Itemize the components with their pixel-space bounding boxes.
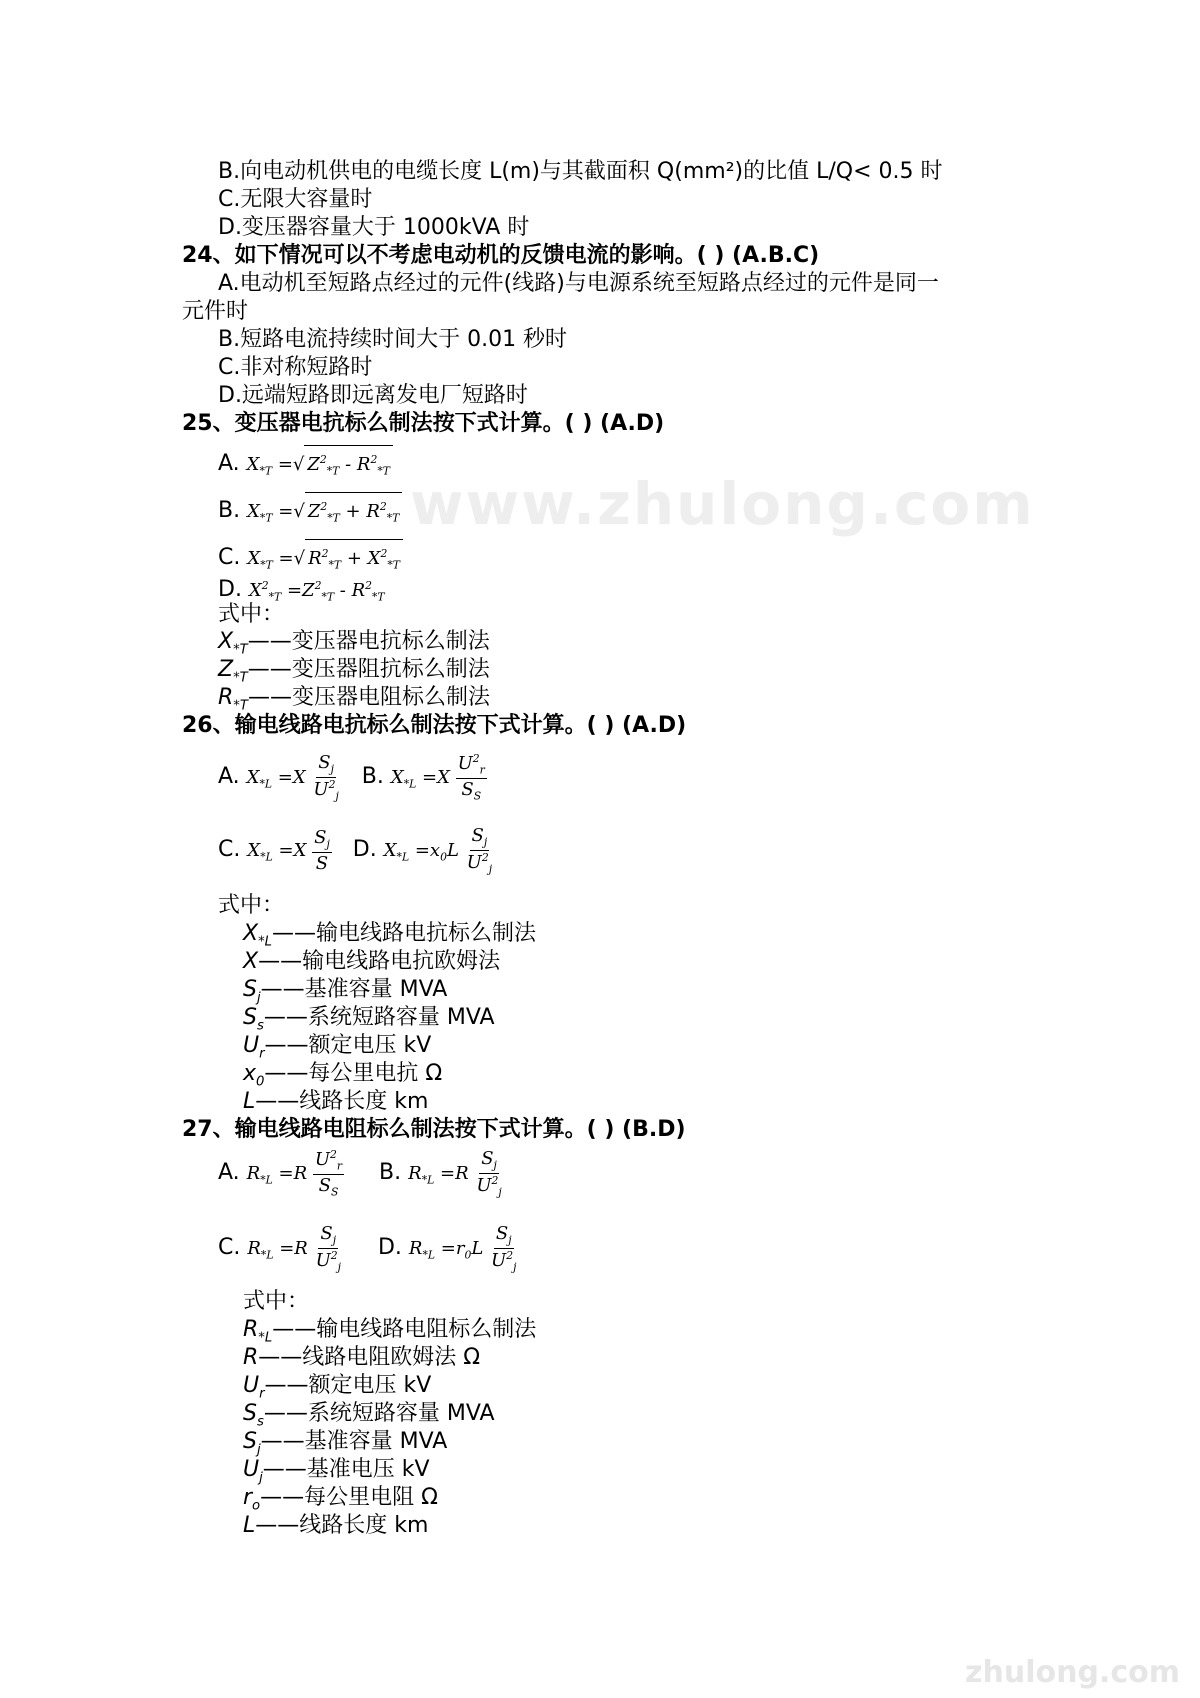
q25-where: 式中： (218, 602, 285, 627)
q26-def-x: X——输电线路电抗欧姆法 (243, 949, 501, 974)
q26-def-l: L——线路长度 km (243, 1089, 429, 1114)
footer-watermark: zhulong.com (965, 1655, 1180, 1690)
q27-def-ss: $S_s——$系统短路容量 MVA (243, 1401, 495, 1430)
q25-option-a: A. $X_{*T}$ =√ $Z^2_{*T} - R^2_{*T}$ (218, 445, 393, 485)
q24-title: 24、如下情况可以不考虑电动机的反馈电流的影响。( ) (A.B.C) (182, 243, 820, 268)
q25-option-d: D. $X^2_{*T} =Z^2_{*T} - R^2_{*T}$ (218, 577, 385, 604)
q26-options-ab: A. $X_{*L} =X$ $\frac{S_j}{U^2_j}$ B. $X_{*L} =X$ $\frac{U^2_r}{S_S}$ (218, 751, 485, 803)
q27-title: 27、输电线路电阻标么制法按下式计算。( ) (B.D) (182, 1117, 686, 1142)
q23-option-b: B.向电动机供电的电缆长度 L(m)与其截面积 Q(mm²)的比值 L/Q< 0.5 时 (218, 159, 943, 184)
q27-options-cd: C. $R_{*L} =R$ $\frac{S_j}{U^2_j}$ D. $R_{*L} =r_0L$ $\frac{S_j}{U^2_j}$ (218, 1222, 517, 1274)
q25-title: 25、变压器电抗标么制法按下式计算。( ) (A.D) (182, 411, 665, 436)
q26-where: 式中： (218, 893, 285, 918)
q26-title: 26、输电线路电抗标么制法按下式计算。( ) (A.D) (182, 713, 687, 738)
q23-option-d: D.变压器容量大于 1000kVA 时 (218, 215, 530, 240)
q27-def-ur: $U_r——$额定电压 kV (243, 1373, 432, 1402)
q25-def-xt: $X_{*T}——$变压器电抗标么制法 (218, 629, 490, 658)
q24-option-d: D.远端短路即远离发电厂短路时 (218, 383, 528, 408)
q26-def-x0: $x_0——$每公里电抗 Ω (243, 1061, 443, 1090)
q27-def-r0: $r_o——$每公里电阻 Ω (243, 1485, 438, 1514)
q26-def-ss: $S_s——$系统短路容量 MVA (243, 1005, 495, 1034)
q25-option-b: B. $X_{*T}$ =√ $Z^2_{*T} + R^2_{*T}$ (218, 492, 402, 532)
q27-def-r: R——线路电阻欧姆法 Ω (243, 1345, 481, 1370)
q25-option-c: C. $X_{*T}$ =√ $R^2_{*T} + X^2_{*T}$ (218, 539, 403, 579)
q24-option-a-line2: 元件时 (182, 299, 249, 324)
q24-option-a-line1: A.电动机至短路点经过的元件(线路)与电源系统至短路点经过的元件是同一 (218, 271, 939, 296)
q27-def-l: L——线路长度 km (243, 1513, 429, 1538)
watermark: www.zhulong.com (410, 470, 1035, 538)
q26-def-sj: $S_j——$基准容量 MVA (243, 977, 448, 1006)
q27-options-ab: A. $R_{*L} =R$ $\frac{U^2_r}{S_S}$ B. $R_{*L} =R$ $\frac{S_j}{U^2_j}$ (218, 1147, 502, 1199)
q24-option-c: C.非对称短路时 (218, 355, 373, 380)
q24-option-b: B.短路电流持续时间大于 0.01 秒时 (218, 327, 568, 352)
q27-def-sj: $S_j——$基准容量 MVA (243, 1429, 448, 1458)
q25-def-zt: $Z_{*T}——$变压器阻抗标么制法 (218, 657, 490, 686)
q26-options-cd: C. $X_{*L} =X$ $\frac{S_j}{S}$ D. $X_{*L} =x_0L$ $\frac{S_j}{U^2_j}$ (218, 824, 493, 876)
q27-where: 式中： (243, 1289, 310, 1314)
q26-def-xl: $X_{*L}——$输电线路电抗标么制法 (243, 921, 537, 950)
q27-def-rl: $R_{*L}——$输电线路电阻标么制法 (243, 1317, 537, 1346)
q27-def-uj: $U_j——$基准电压 kV (243, 1457, 430, 1486)
q26-def-ur: $U_r——$额定电压 kV (243, 1033, 432, 1062)
q25-def-rt: $R_{*T}——$变压器电阻标么制法 (218, 685, 490, 714)
q23-option-c: C.无限大容量时 (218, 187, 373, 212)
